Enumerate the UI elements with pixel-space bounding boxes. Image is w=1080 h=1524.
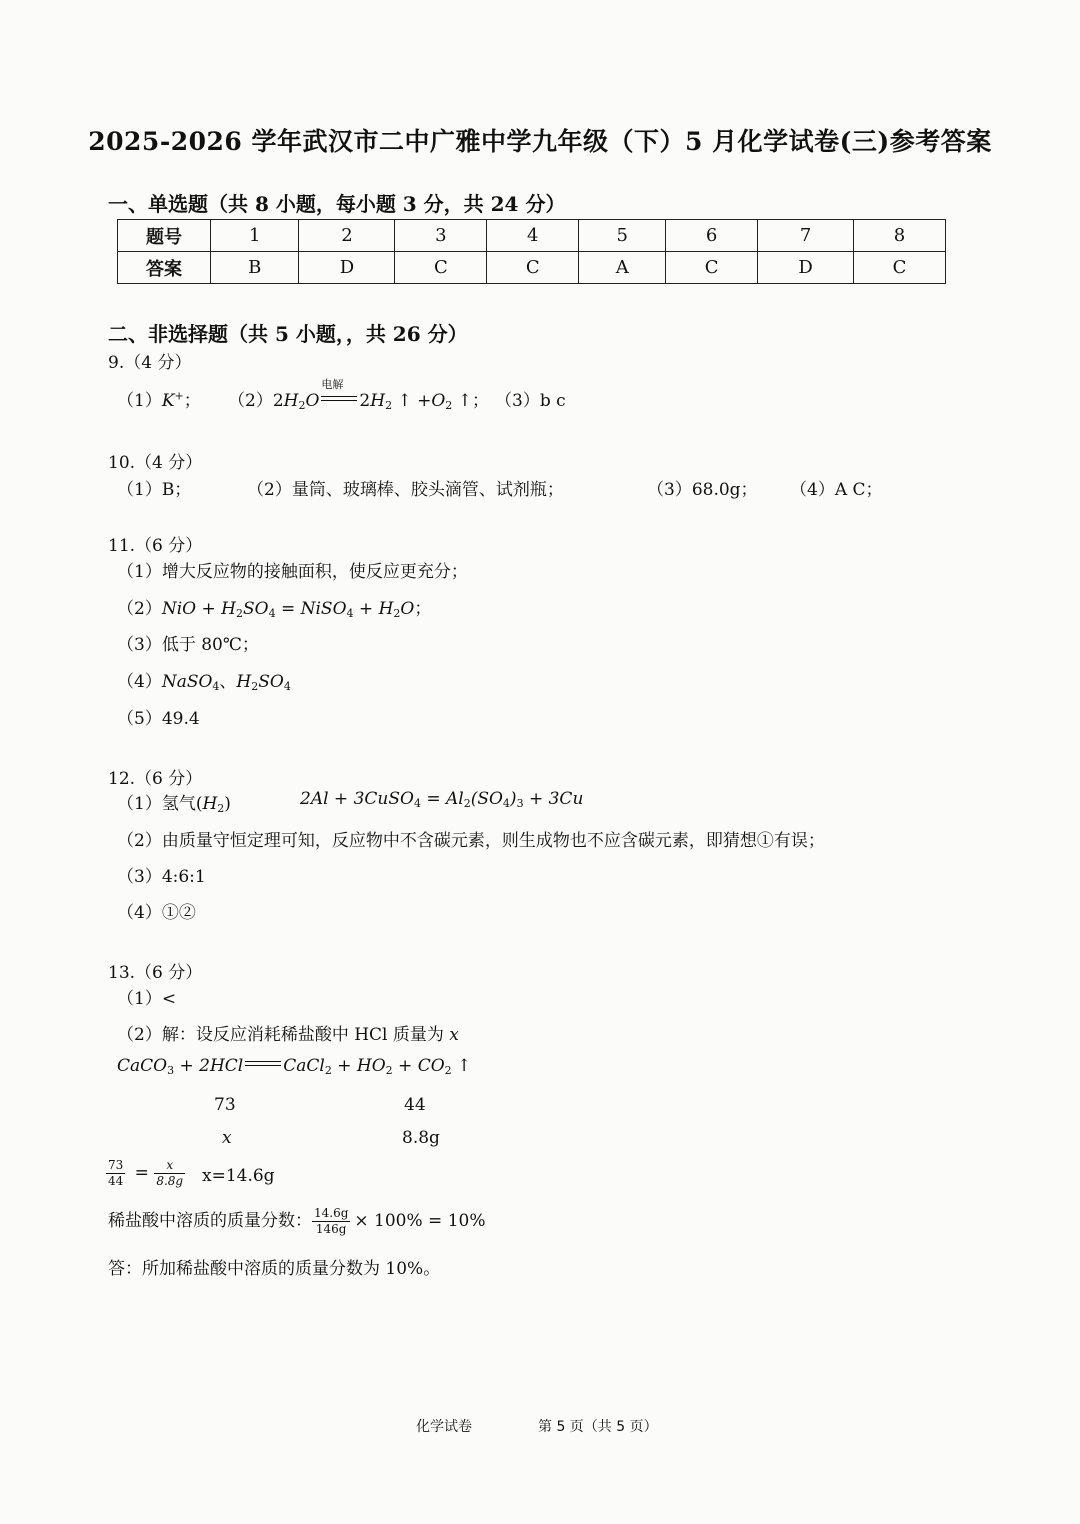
q13-var-right: 8.8g [402,1128,440,1148]
q9-p2-condition: 电解 [321,378,344,391]
q11-part1: （1）增大反应物的接触面积，使反应更充分； [117,562,468,582]
q13-eq-sub: 2 [385,1064,393,1077]
q11-p2-sub: 4 [346,607,354,620]
q12-p1-label: （1）氢气( [117,794,203,814]
question-number: 1 [211,220,299,252]
q13-eq: CaCl [283,1056,325,1076]
q11-part5: （5）49.4 [117,709,200,729]
q11-part4 [117,667,291,693]
q12-eq-sub: 3 [516,797,524,810]
q9-p1-label: （1） [117,391,162,411]
q12-part2: （2）由质量守恒定理可知，反应物中不含碳元素，则生成物也不应含碳元素，即猜想①有误； [117,831,825,851]
q12-part4: （4）①② [117,903,196,923]
q13-frac [312,1206,350,1237]
q12-eq: ) [509,789,517,809]
q13-p2-var: x [449,1025,459,1045]
q12-part3: （3）4:6:1 [117,867,206,887]
q11-p4-sub: 4 [212,680,220,693]
q13-eq: + HO [331,1056,386,1076]
footer-page: 第 5 页（共 5 页） [538,1419,658,1435]
footer-subject: 化学试卷 [416,1419,472,1435]
section2-heading: 二、非选择题（共 5 小题，，共 26 分） [108,322,468,346]
q13-eq: + CO [392,1056,445,1076]
q9-p2-label: （2）2 [228,391,284,411]
q13-frac-right [154,1158,185,1189]
q11-p2-sub: 4 [268,607,276,620]
q11-p2-eq: + H [353,599,394,619]
q11-p2-eq: NiO + H [161,599,236,619]
q9-p1-charge: + [174,389,184,403]
question-number: 4 [487,220,579,252]
q9-p1-ion: K [161,391,175,411]
q13-p2-label: （2）解：设反应消耗稀盐酸中 HCl 质量为 [117,1025,450,1045]
frac-numerator: 14.6g [314,1206,349,1220]
q9-p2-sub: 2 [298,399,306,412]
q9-p1-end: ； [183,391,201,411]
q9-heading: 9.（4 分） [108,353,192,373]
answer-cell: C [487,252,579,284]
q9-p2-sub2: 2 [385,399,393,412]
answer-cell: C [854,252,946,284]
row-label-answers: 答案 [118,252,211,284]
q12-part1 [117,789,231,815]
table-row-questions [118,220,946,252]
q11-p2-sub: 2 [393,607,401,620]
q9-part2-equation [228,378,489,412]
q12-eq: = Al [420,789,464,809]
q13-eq: ↑ [451,1056,472,1076]
q12-p1-close: ) [224,794,231,814]
q13-frac-rest: × 100% = 10% [354,1211,486,1231]
q9-p2-arrow [319,378,359,411]
page-title: 2025-2026 学年武汉市二中广雅中学九年级（下）5 月化学试卷(三)参考答案 [88,127,992,156]
q9-p2-end: ↑； [452,391,489,411]
q13-prop-eq: = [129,1163,155,1183]
question-number: 2 [299,220,395,252]
q9-part1 [117,386,201,411]
question-number: 6 [666,220,758,252]
frac-denominator: 146g [315,1222,347,1236]
frac-denominator: 8.8g [156,1174,184,1188]
q11-p4-sub: 2 [251,680,259,693]
q9-p2-o2: O [431,391,446,411]
answer-cell: B [211,252,299,284]
q13-mass-fraction [108,1206,486,1237]
q12-eq-sub: 2 [463,797,471,810]
frac-numerator: 73 [108,1158,124,1172]
q11-p2-eq: O [400,599,415,619]
q9-p2-h2: H [370,391,386,411]
q13-heading: 13.（6 分） [108,963,203,983]
question-number: 8 [854,220,946,252]
q13-result: x=14.6g [202,1166,275,1186]
q13-proportion [106,1158,189,1189]
q12-p1-sub: 2 [217,802,225,815]
q10-part2: （2）量筒、玻璃棒、胶头滴管、试剂瓶； [247,480,564,500]
q12-heading: 12.（6 分） [108,769,203,789]
q13-eq-arrow [245,1061,281,1066]
q12-eq: 2Al + 3CuSO [300,789,414,809]
q13-eq: + 2HCl [174,1056,244,1076]
q13-answer: 答：所加稀盐酸中溶质的质量分数为 10%。 [108,1259,441,1279]
row-label-questions: 题号 [118,220,211,252]
q13-eq: CaCO [117,1056,168,1076]
q11-part2-equation [117,594,431,620]
q11-p2-sub: 2 [235,607,243,620]
q11-p4-formula: SO [258,672,284,692]
q13-frac-label: 稀盐酸中溶质的质量分数： [108,1211,312,1231]
q12-eq: (SO [470,789,503,809]
q13-mr-right: 44 [404,1095,426,1115]
q10-heading: 10.（4 分） [108,453,203,473]
frac-numerator: x [154,1158,185,1174]
q10-part1: （1）B； [117,480,192,500]
answer-cell: D [758,252,854,284]
table-row-answers [118,252,946,284]
answer-cell: C [395,252,487,284]
q11-p2-eq: SO [242,599,269,619]
q9-part3: （3）b c [495,391,566,411]
q9-p2-mid: ↑ + [392,391,432,411]
q13-frac-left [106,1158,125,1189]
q11-p4-label: （4） [117,672,162,692]
q11-p2-end: ； [414,599,432,619]
q10-part4: （4）A C； [790,480,883,500]
q13-part1: （1）< [117,989,177,1009]
q13-eq-sub: 2 [444,1064,452,1077]
q11-p2-label: （2） [117,599,162,619]
q11-p4-formula: H [236,672,252,692]
q12-eq-sub: 4 [413,797,421,810]
answer-cell: C [666,252,758,284]
q11-p2-eq: = NiSO [275,599,347,619]
q12-eq-sub: 4 [502,797,510,810]
answer-table [117,219,946,284]
question-number: 3 [395,220,487,252]
question-number: 7 [758,220,854,252]
q10-part3: （3）68.0g； [647,480,758,500]
q9-p2-o: O [305,391,320,411]
q12-p1-h: H [202,794,218,814]
answer-cell: A [579,252,666,284]
q13-eq-sub: 3 [167,1064,175,1077]
q12-eq: + 3Cu [523,789,584,809]
q12-part1-equation [300,789,583,810]
answer-cell: D [299,252,395,284]
q11-heading: 11.（6 分） [108,536,203,556]
q13-part2 [117,1020,459,1045]
q9-p2-sub3: 2 [445,399,453,412]
q11-p4-formula: NaSO [161,672,213,692]
q13-var-left: x [222,1128,232,1148]
q11-p4-sub: 4 [283,680,291,693]
q9-p2-h: H [283,391,299,411]
frac-denominator: 44 [108,1174,124,1188]
q11-part3: （3）低于 80℃； [117,635,259,655]
q13-eq-sub: 2 [324,1064,332,1077]
q9-p2-coef: 2 [359,391,371,411]
section1-heading: 一、单选题（共 8 小题，每小题 3 分，共 24 分） [108,192,566,216]
q13-equation [117,1056,471,1077]
question-number: 5 [579,220,666,252]
q13-mr-left: 73 [214,1095,236,1115]
q11-p4-sep: 、 [219,672,237,692]
